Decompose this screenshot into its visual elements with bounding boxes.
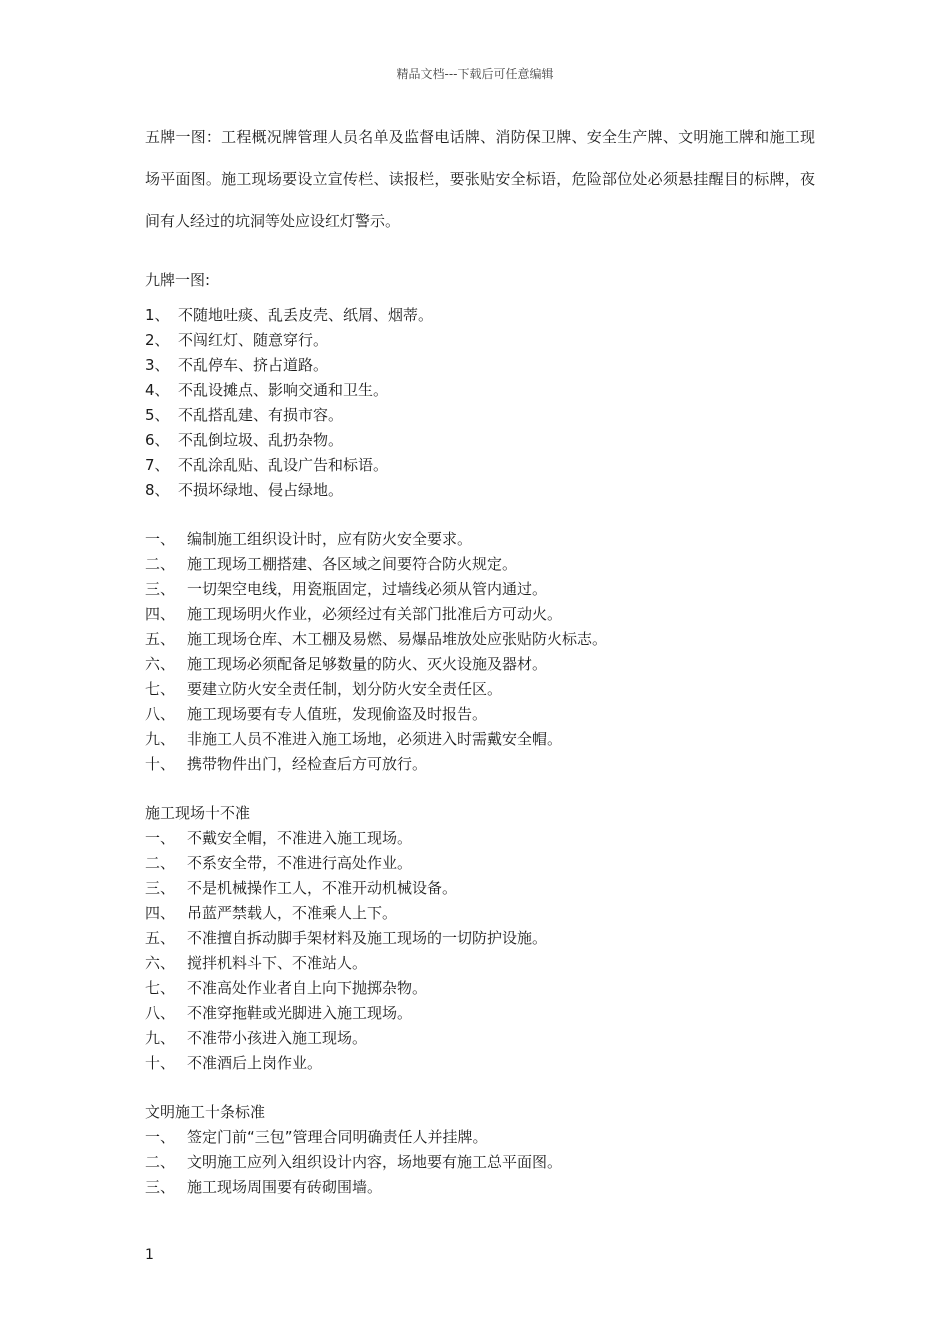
list-item-number: 五、: [145, 929, 176, 947]
list-item-number: 八、: [145, 705, 176, 723]
list-item: [145, 353, 825, 378]
list-item-number: 八、: [145, 1004, 176, 1022]
list-item-number: 4、: [145, 381, 170, 399]
list-item-number: 3、: [145, 356, 170, 374]
list-item-text: 不乱倒垃圾、乱扔杂物。: [178, 431, 344, 449]
list-item-number: 十、: [145, 755, 176, 773]
list-item-text: 施工现场明火作业，必须经过有关部门批准后方可动火。: [187, 605, 563, 623]
list-item: [145, 702, 825, 727]
list-item: [145, 727, 825, 752]
list-item-text: 吊蓝严禁载人，不准乘人上下。: [187, 904, 398, 922]
list-item-text: 不准擅自拆动脚手架材料及施工现场的一切防护设施。: [187, 929, 548, 947]
list-item: [145, 303, 825, 328]
list-item: [145, 677, 825, 702]
list-item: [145, 627, 825, 652]
list-item-number: 二、: [145, 555, 176, 573]
list-item: [145, 901, 825, 926]
list-item: [145, 926, 825, 951]
list-item-text: 不是机械操作工人，不准开动机械设备。: [187, 879, 458, 897]
list-item-number: 一、: [145, 530, 176, 548]
list-item: [145, 951, 825, 976]
list-item-text: 携带物件出门，经检查后方可放行。: [187, 755, 428, 773]
list-item-number: 三、: [145, 879, 176, 897]
list-item: [145, 577, 825, 602]
page-header: 精品文档---下载后可任意编辑: [396, 67, 554, 81]
list-item: [145, 876, 825, 901]
civil-standards-title: 文明施工十条标准: [145, 1103, 266, 1121]
intro-paragraph: 五牌一图：工程概况牌管理人员名单及监督电话牌、消防保卫牌、安全生产牌、文明施工牌和施工现场平面图。施工现场要设立宣传栏、读报栏，要张贴安全标语，危险部位处必须悬挂醒目的标牌，夜间有人经过的坑洞等处应设红灯警示。: [145, 128, 815, 230]
list-item: [145, 378, 825, 403]
list-item-number: 六、: [145, 655, 176, 673]
list-item-text: 一切架空电线，用瓷瓶固定，过墙线必须从管内通过。: [187, 580, 548, 598]
list-item-number: 七、: [145, 680, 176, 698]
list-item: [145, 478, 825, 503]
list-item-text: 施工现场必须配备足够数量的防火、灭火设施及器材。: [187, 655, 548, 673]
list-item: [145, 403, 825, 428]
list-item: [145, 1026, 825, 1051]
list-item-number: 四、: [145, 605, 176, 623]
list-item: [145, 752, 825, 777]
list-item-number: 二、: [145, 854, 176, 872]
list-item-number: 三、: [145, 1178, 176, 1196]
list-item-text: 施工现场仓库、木工棚及易燃、易爆品堆放处应张贴防火标志。: [187, 630, 608, 648]
list-item-text: 不准高处作业者自上向下抛掷杂物。: [187, 979, 428, 997]
list-item: [145, 826, 825, 851]
list-item-number: 一、: [145, 829, 176, 847]
list-item-text: 搅拌机料斗下、不准站人。: [187, 954, 368, 972]
list-item-number: 8、: [145, 481, 170, 499]
list-item-text: 不损坏绿地、侵占绿地。: [178, 481, 344, 499]
nine-signs-list: [145, 303, 825, 503]
list-item-number: 九、: [145, 730, 176, 748]
list-item-text: 不乱停车、挤占道路。: [178, 356, 329, 374]
list-item: [145, 453, 825, 478]
list-item-number: 1、: [145, 306, 170, 324]
list-item-number: 7、: [145, 456, 170, 474]
list-item-text: 不乱涂乱贴、乱设广告和标语。: [178, 456, 389, 474]
list-item-text: 施工现场周围要有砖砌围墙。: [187, 1178, 383, 1196]
list-item-text: 要建立防火安全责任制，划分防火安全责任区。: [187, 680, 503, 698]
list-item-number: 5、: [145, 406, 170, 424]
list-item: [145, 851, 825, 876]
list-item-number: 一、: [145, 1128, 176, 1146]
list-item: [145, 976, 825, 1001]
list-item: [145, 328, 825, 353]
list-item: [145, 1001, 825, 1026]
list-item-text: 不随地吐痰、乱丢皮壳、纸屑、烟蒂。: [178, 306, 434, 324]
list-item: [145, 552, 825, 577]
list-item-text: 文明施工应列入组织设计内容，场地要有施工总平面图。: [187, 1153, 563, 1171]
list-item-text: 不闯红灯、随意穿行。: [178, 331, 329, 349]
list-item: [145, 1051, 825, 1076]
list-item-text: 不乱搭乱建、有损市容。: [178, 406, 344, 424]
list-item-text: 不戴安全帽，不准进入施工现场。: [187, 829, 413, 847]
list-item-text: 不准带小孩进入施工现场。: [187, 1029, 368, 1047]
ten-prohibitions-list: [145, 826, 825, 1076]
list-item-number: 五、: [145, 630, 176, 648]
list-item-number: 二、: [145, 1153, 176, 1171]
list-item-number: 2、: [145, 331, 170, 349]
list-item-number: 十、: [145, 1054, 176, 1072]
list-item-text: 施工现场工棚搭建、各区域之间要符合防火规定。: [187, 555, 518, 573]
nine-signs-title: 九牌一图:: [145, 271, 211, 289]
list-item: [145, 602, 825, 627]
list-item: [145, 1175, 825, 1200]
ten-prohibitions-title: 施工现场十不准: [145, 804, 251, 822]
list-item-number: 三、: [145, 580, 176, 598]
civil-standards-list: [145, 1125, 825, 1200]
list-item: [145, 527, 825, 552]
list-item-text: 签定门前“三包”管理合同明确责任人并挂牌。: [187, 1128, 488, 1146]
list-item-number: 七、: [145, 979, 176, 997]
list-item-number: 6、: [145, 431, 170, 449]
list-item-text: 非施工人员不准进入施工场地，必须进入时需戴安全帽。: [187, 730, 563, 748]
list-item: [145, 652, 825, 677]
list-item-text: 不乱设摊点、影响交通和卫生。: [178, 381, 389, 399]
list-item: [145, 1150, 825, 1175]
page-number: 1: [145, 1247, 154, 1263]
list-item-text: 不准酒后上岗作业。: [187, 1054, 323, 1072]
fire-rules-list: [145, 527, 825, 777]
list-item-number: 九、: [145, 1029, 176, 1047]
list-item-number: 四、: [145, 904, 176, 922]
list-item-text: 编制施工组织设计时，应有防火安全要求。: [187, 530, 473, 548]
list-item: [145, 1125, 825, 1150]
list-item-number: 六、: [145, 954, 176, 972]
list-item-text: 施工现场要有专人值班，发现偷盗及时报告。: [187, 705, 488, 723]
list-item: [145, 428, 825, 453]
list-item-text: 不系安全带，不准进行高处作业。: [187, 854, 413, 872]
list-item-text: 不准穿拖鞋或光脚进入施工现场。: [187, 1004, 413, 1022]
